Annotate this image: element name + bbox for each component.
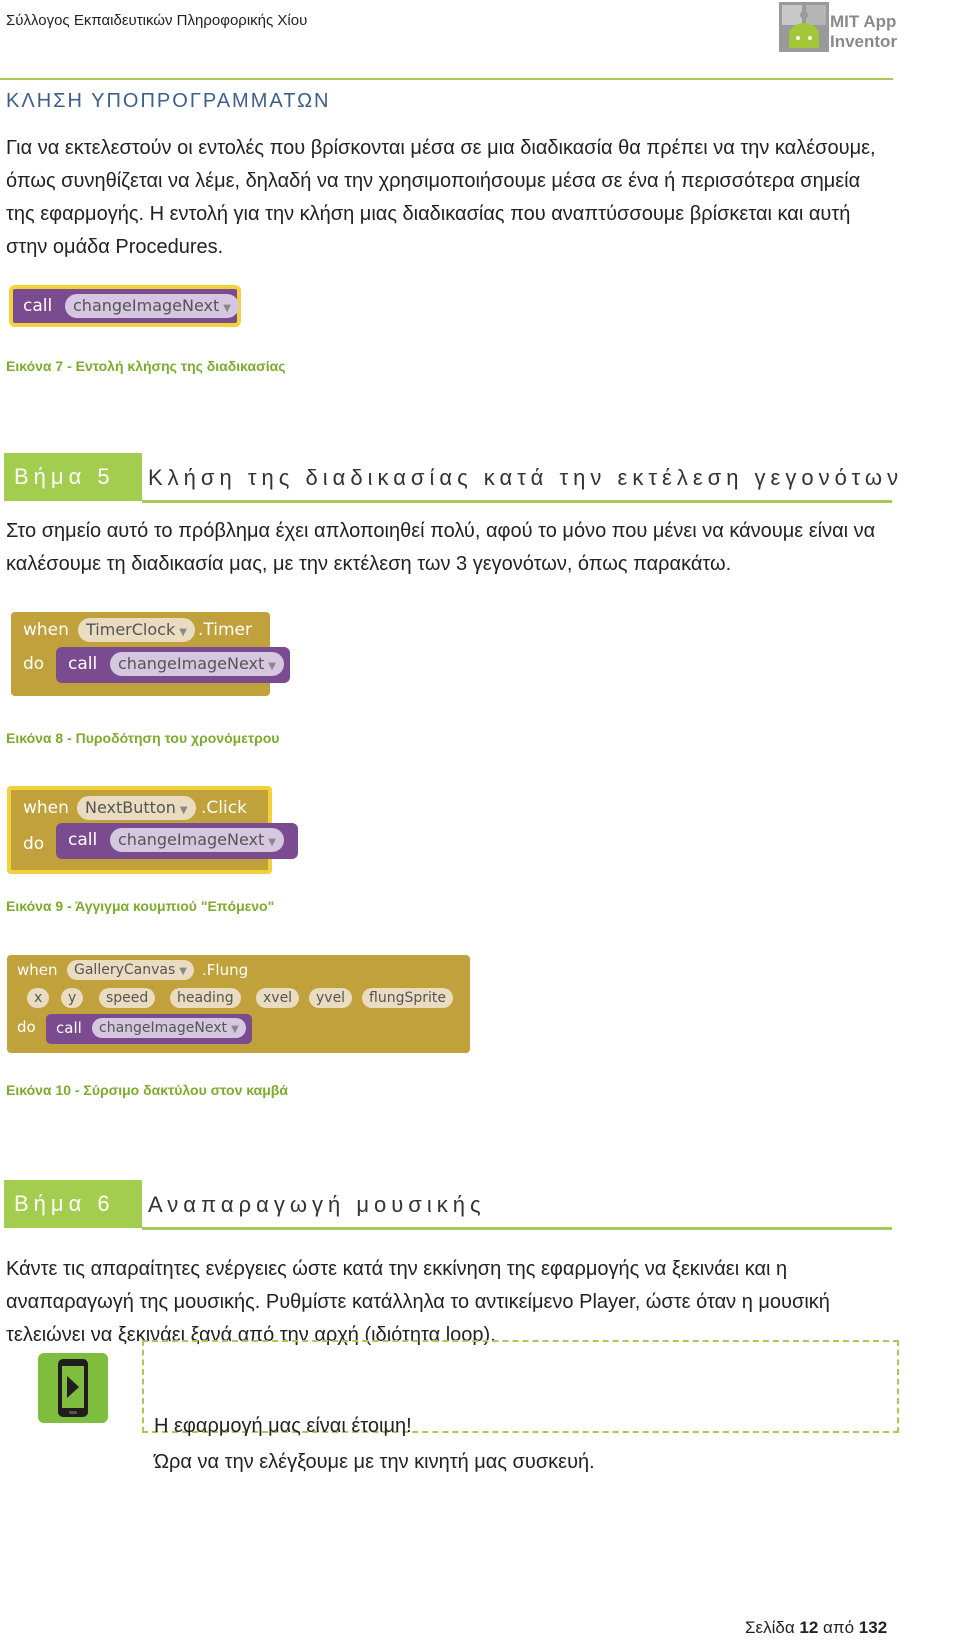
procedure-name-pill [92, 1018, 246, 1038]
caption-figure-9: Εικόνα 9 - Άγγιγμα κουμπιού "Επόμενο" [6, 898, 275, 914]
event-name: .Flung [202, 961, 249, 979]
note-line-2: Ώρα να την ελέγξουμε με την κινητή μας συσκευή. [154, 1451, 595, 1473]
param-pill: speed [99, 988, 155, 1008]
component-name: TimerClock [86, 620, 176, 639]
page-number [745, 1618, 887, 1638]
param-pill: x [27, 988, 49, 1008]
phone-play-icon [38, 1353, 108, 1423]
component-name: GalleryCanvas [74, 962, 176, 978]
step-6-tab: Βήμα 6 [4, 1180, 142, 1228]
param-pill: heading [170, 988, 241, 1008]
note-line-1: Η εφαρμογή μας είναι έτοιμη! [154, 1415, 412, 1437]
organization-name: Σύλλογος Εκπαιδευτικών Πληροφορικής Χίου [6, 12, 308, 29]
call-block [56, 823, 298, 859]
dropdown-arrow-icon: ▼ [179, 966, 187, 977]
total-pages: 132 [858, 1618, 888, 1637]
do-keyword: do [17, 1018, 36, 1036]
component-pill [77, 796, 196, 820]
dropdown-arrow-icon: ▼ [179, 805, 188, 816]
procedure-name: changeImageNext [99, 1020, 227, 1036]
dropdown-arrow-icon: ▼ [179, 627, 187, 638]
procedure-name-pill [110, 828, 284, 852]
android-puzzle-icon [779, 2, 829, 52]
dropdown-arrow-icon: ▼ [230, 1024, 239, 1035]
call-keyword: call [68, 830, 98, 850]
procedure-name: changeImageNext [73, 296, 220, 315]
caption-figure-7: Εικόνα 7 - Εντολή κλήσης της διαδικασίας [6, 358, 286, 374]
procedure-name: changeImageNext [118, 830, 265, 849]
call-keyword: call [23, 296, 53, 316]
intro-paragraph: Για να εκτελεστούν οι εντολές που βρίσκονται μέσα σε μια διαδικασία θα πρέπει να την καλέσουμε, όπως συνηθίζεται να λέμε, δηλαδή να την χρησιμοποιήσουμε μέσα σε ένα ή περισσότερα σημεία της εφαρμογής. Η εντολή για την κλήση μιας διαδικασίας που αναπτύσσουμε βρίσκεται και αυτή στην ομάδα Procedures. [6, 137, 876, 258]
dropdown-arrow-icon: ▼ [268, 837, 276, 848]
caption-figure-10: Εικόνα 10 - Σύρσιμο δακτύλου στον καμβά [6, 1082, 288, 1098]
step-5-paragraph: Στο σημείο αυτό το πρόβλημα έχει απλοποιηθεί πολύ, αφού το μόνο που μένει να κάνουμε είναι να καλέσουμε τη διαδικασία μας, με την εκτέλεση των 3 γεγονότων, όπως παρακάτω. [6, 520, 876, 575]
when-keyword: when [23, 620, 69, 640]
procedure-name-pill [110, 652, 284, 676]
step-6-divider [142, 1227, 892, 1230]
when-keyword: when [23, 798, 69, 818]
when-keyword: when [17, 961, 58, 979]
call-block [56, 647, 290, 683]
app-inventor-logo [779, 2, 959, 54]
current-page: 12 [799, 1618, 819, 1637]
step-5-tab: Βήμα 5 [4, 453, 142, 501]
call-keyword: call [56, 1019, 82, 1037]
param-pill: y [61, 988, 83, 1008]
step-6-paragraph: Κάντε τις απαραίτητες ενέργειες ώστε κατά την εκκίνηση της εφαρμογής να ξεκινάει και η αναπαραγωγή της μουσικής. Ρυθμίστε κατάλληλα το αντικείμενο Player, ώστε όταν η μουσική τελειώνει να ξεκινάει ξανά από την αρχή (ιδιότητα loop). [6, 1258, 830, 1346]
step-5-title: Κλήση της διαδικασίας κατά την εκτέλεση γεγονότων [148, 465, 904, 490]
component-name: NextButton [85, 798, 176, 817]
do-keyword: do [23, 834, 45, 854]
page-word: Σελίδα [745, 1618, 795, 1637]
of-word: από [823, 1618, 855, 1637]
step-6-title: Αναπαραγωγή μουσικής [148, 1192, 486, 1217]
component-pill [67, 960, 194, 980]
call-block-figure [9, 285, 241, 327]
param-pill: yvel [309, 988, 352, 1008]
procedure-name-pill [65, 294, 239, 318]
section-title: ΚΛΗΣΗ ΥΠΟΠΡΟΓΡΑΜΜΑΤΩΝ [6, 90, 331, 112]
do-keyword: do [23, 654, 45, 674]
logo-text: MIT App Inventor [830, 12, 898, 51]
dropdown-arrow-icon: ▼ [268, 661, 276, 672]
caption-figure-8: Εικόνα 8 - Πυροδότηση του χρονόμετρου [6, 730, 280, 746]
call-block [46, 1014, 252, 1044]
param-pill: xvel [256, 988, 299, 1008]
param-pill: flungSprite [362, 988, 453, 1008]
dropdown-arrow-icon: ▼ [223, 303, 231, 314]
call-keyword: call [68, 654, 98, 674]
step-5-divider [142, 500, 892, 503]
event-name: .Timer [198, 620, 252, 640]
procedure-name: changeImageNext [118, 654, 265, 673]
component-pill [78, 618, 195, 642]
header-divider [0, 78, 893, 80]
event-name: .Click [201, 798, 247, 818]
